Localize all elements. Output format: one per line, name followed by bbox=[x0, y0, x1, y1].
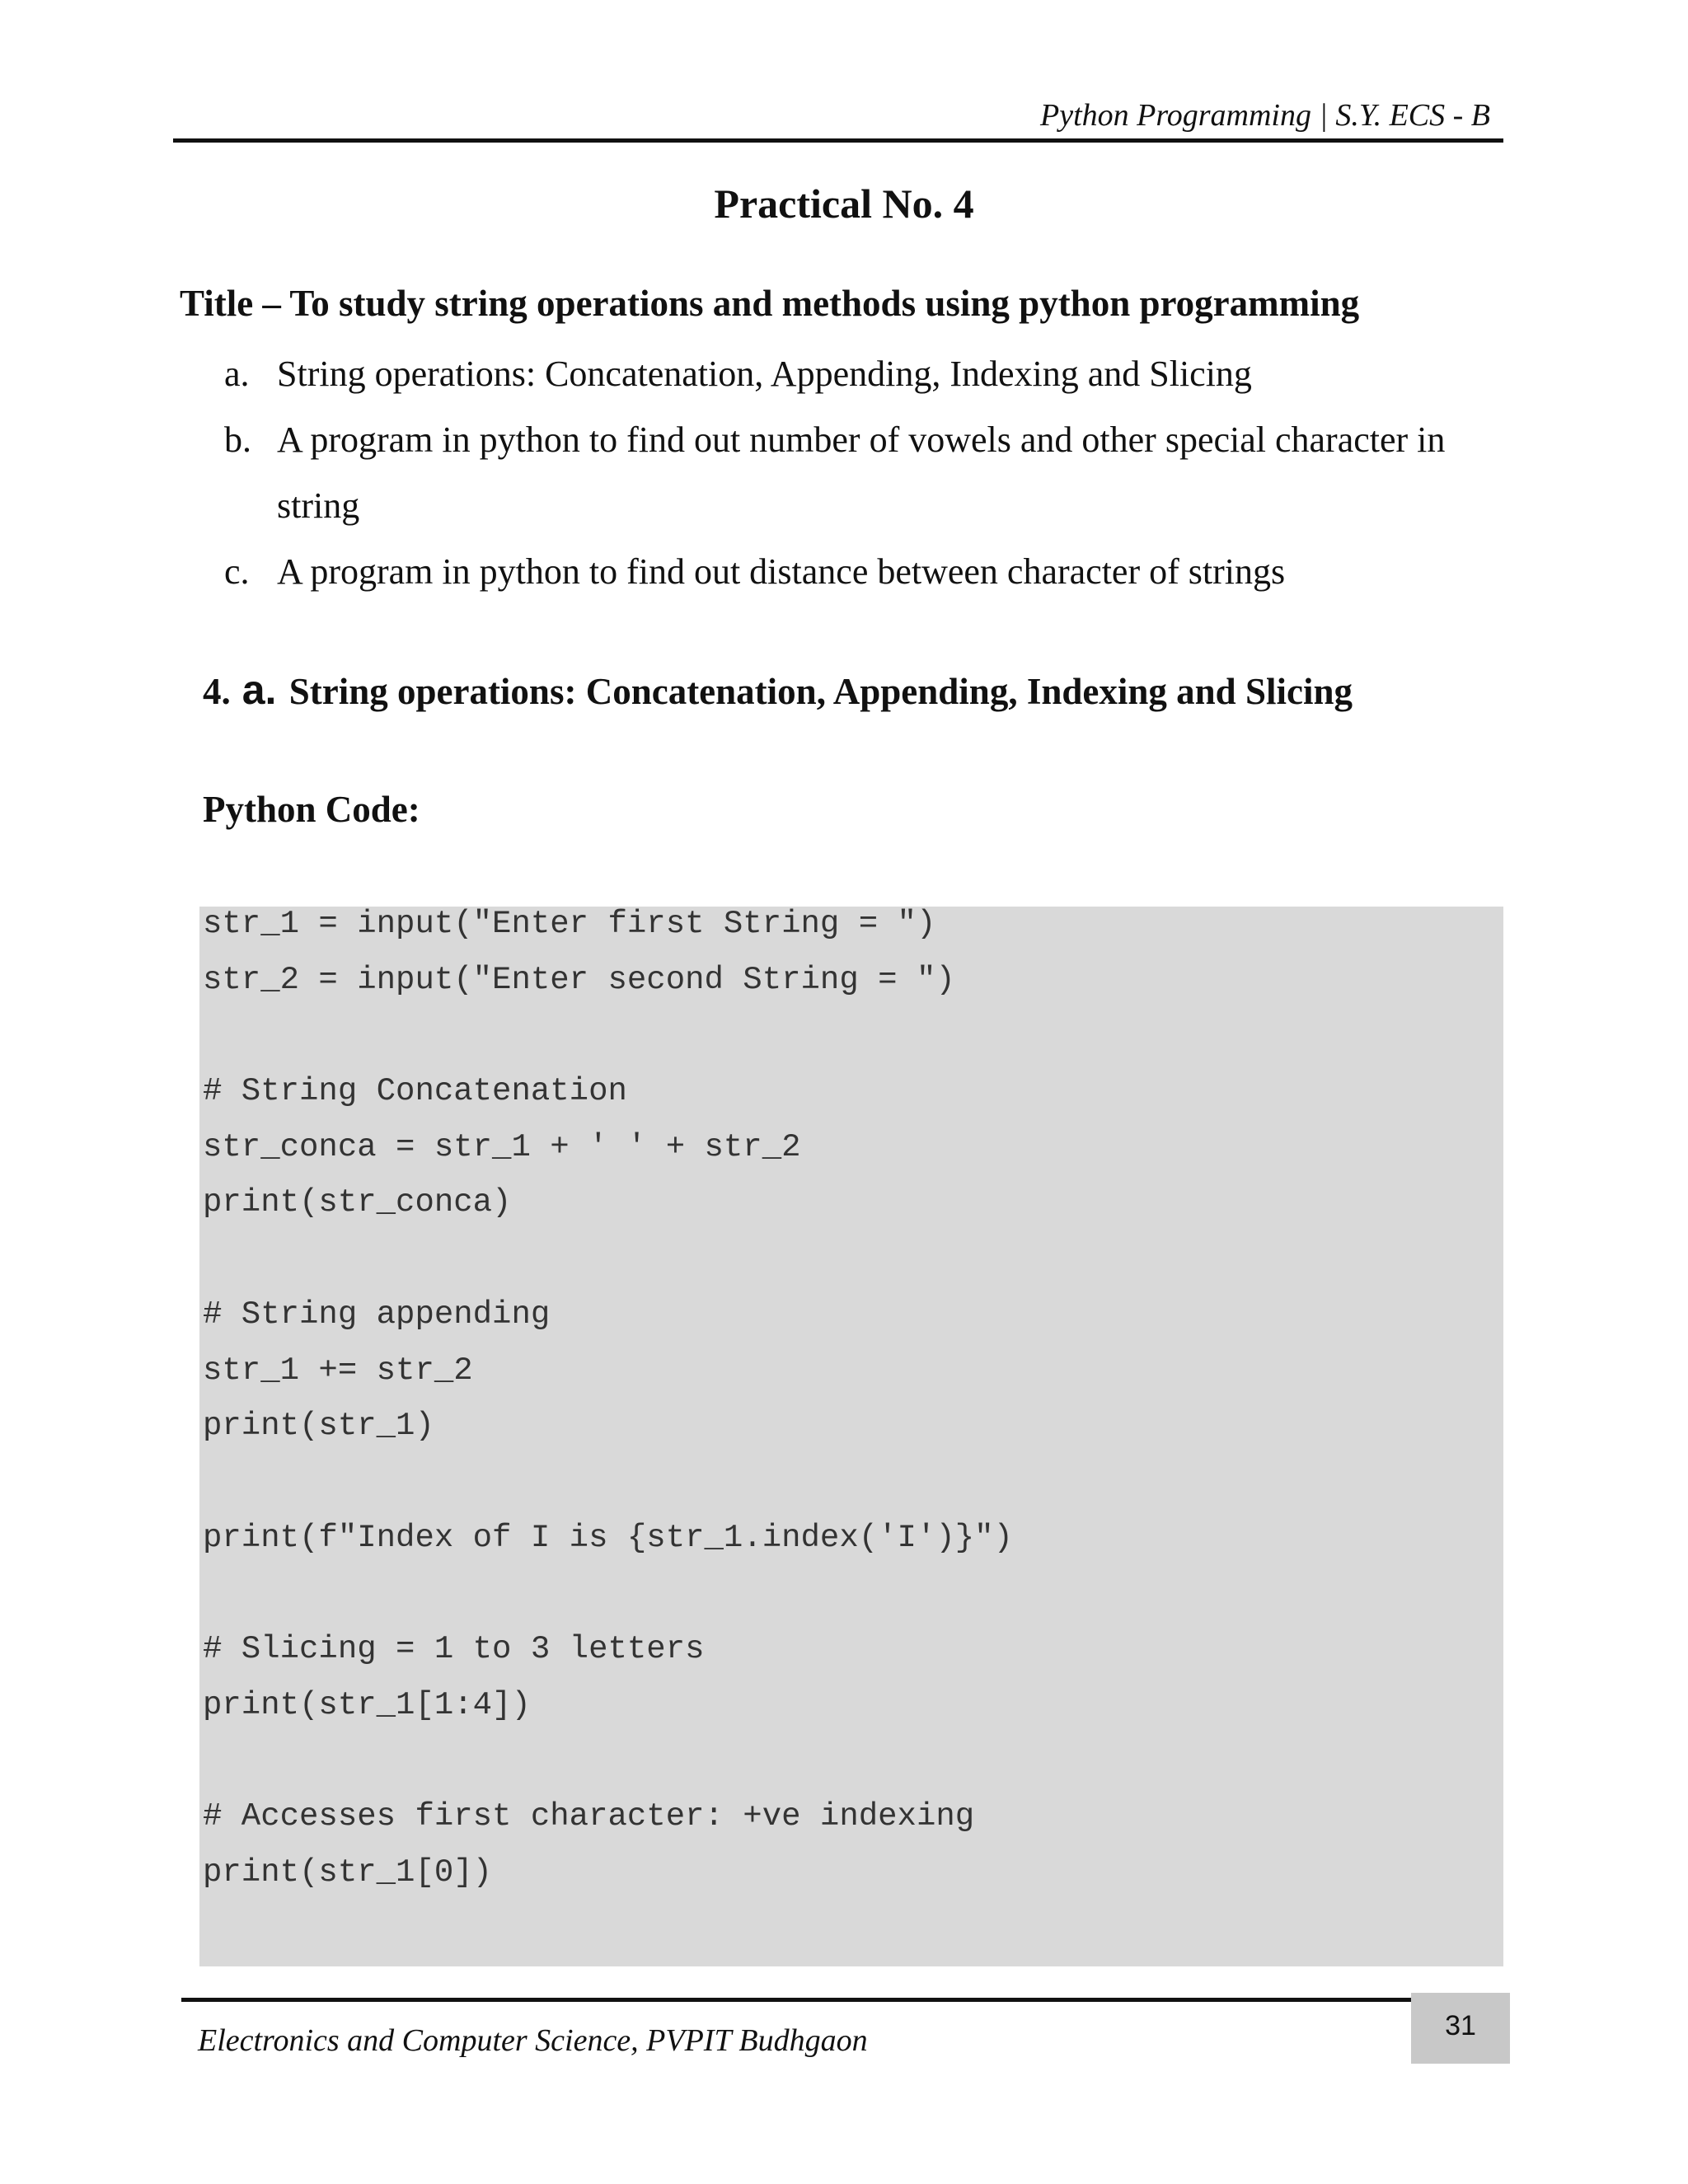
code-line: print(str_conca) bbox=[203, 1184, 512, 1221]
practical-heading: Practical No. 4 bbox=[714, 180, 974, 227]
objective-marker: a. bbox=[224, 354, 250, 394]
footer-institution: Electronics and Computer Science, PVPIT Budhgaon bbox=[198, 2023, 868, 2058]
code-line: print(str_1[0]) bbox=[203, 1854, 493, 1891]
objectives-list bbox=[224, 341, 1510, 605]
code-line: str_1 += str_2 bbox=[203, 1352, 473, 1389]
code-line: # String Concatenation bbox=[203, 1073, 627, 1110]
objective-text: A program in python to find out number of vowels and other special character in string bbox=[277, 419, 1446, 526]
code-line: str_1 = input("Enter first String = ") bbox=[203, 906, 936, 942]
section-number: 4. bbox=[203, 671, 231, 712]
code-line: # Accesses first character: +ve indexing bbox=[203, 1798, 975, 1835]
objective-text: A program in python to find out distance between character of strings bbox=[277, 551, 1286, 592]
code-line: # String appending bbox=[203, 1296, 551, 1333]
objective-item bbox=[224, 539, 1510, 605]
code-line bbox=[199, 1241, 1503, 1297]
objective-marker: b. bbox=[224, 419, 251, 460]
header-rule bbox=[173, 138, 1503, 143]
code-line: print(str_1) bbox=[203, 1408, 434, 1445]
code-block bbox=[199, 907, 1503, 1966]
code-line bbox=[199, 1018, 1503, 1074]
objective-item bbox=[224, 407, 1510, 539]
code-lines bbox=[199, 907, 1503, 1910]
code-line: print(str_1[1:4]) bbox=[203, 1686, 531, 1723]
code-line: # Slicing = 1 to 3 letters bbox=[203, 1630, 705, 1667]
code-line bbox=[199, 1465, 1503, 1521]
section-letter: a. bbox=[241, 667, 277, 713]
code-line bbox=[199, 1576, 1503, 1632]
code-line bbox=[199, 1743, 1503, 1799]
code-line: print(f"Index of I is {str_1.index('I')}") bbox=[203, 1519, 1013, 1556]
footer-rule bbox=[181, 1998, 1503, 2002]
objective-item bbox=[224, 341, 1510, 407]
objective-marker: c. bbox=[224, 551, 250, 592]
code-line: str_conca = str_1 + ' ' + str_2 bbox=[203, 1128, 801, 1165]
running-header: Python Programming | S.Y. ECS - B bbox=[1040, 98, 1490, 133]
objective-text: String operations: Concatenation, Appending, Indexing and Slicing bbox=[277, 354, 1252, 394]
section-heading bbox=[203, 666, 1353, 714]
practical-title: Title – To study string operations and methods using python programming bbox=[180, 283, 1360, 324]
section-title: String operations: Concatenation, Appending, Indexing and Slicing bbox=[288, 671, 1353, 712]
code-line: str_2 = input("Enter second String = ") bbox=[203, 961, 955, 998]
page-number: 31 bbox=[1411, 1993, 1510, 2064]
code-label: Python Code: bbox=[203, 789, 420, 830]
